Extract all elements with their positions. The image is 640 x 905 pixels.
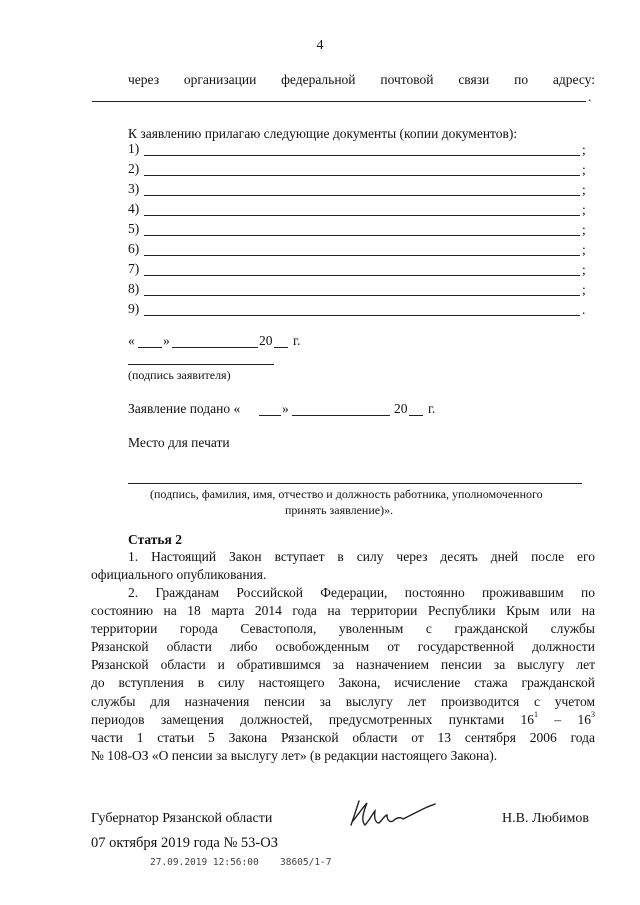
article-line: 1. Настоящий Закон вступает в силу через десять дней после его [128, 549, 595, 564]
address-fill-line[interactable] [92, 101, 586, 102]
delivery-word: связи [458, 72, 490, 87]
article-line: состоянию на 18 марта 2014 года на территории Республики Крым или на [91, 603, 595, 619]
attachment-item-end: ; [582, 242, 586, 257]
attachment-fill-line[interactable] [144, 275, 580, 276]
attachment-item-end: ; [582, 262, 586, 277]
article-line: Рязанской области и обратившимся за назначением пенсии за выслугу лет [91, 657, 595, 673]
submitted-close-quote: » [282, 401, 289, 416]
article-line-text: периодов замещения должностей, предусмотренных пунктами 16 [91, 711, 535, 727]
submitted-year-fill[interactable] [409, 415, 423, 416]
governor-name: Н.В. Любимов [502, 811, 589, 826]
article-line-with-superscripts [91, 711, 595, 729]
attachment-item-end: ; [582, 162, 586, 177]
official-caption-line2: принять заявление)». [285, 503, 394, 517]
superscript: 3 [591, 710, 595, 720]
attachment-item-label: 5) [128, 221, 140, 236]
attachment-item-label: 1) [128, 141, 140, 156]
date-close-quote: » [163, 333, 170, 348]
submitted-label: Заявление подано « [128, 401, 241, 416]
governor-title: Губернатор Рязанской области [91, 811, 273, 826]
attachments-heading: К заявлению прилагаю следующие документы (копии документов): [128, 126, 518, 141]
delivery-word: организации [183, 72, 257, 87]
attachment-item-label: 8) [128, 281, 140, 296]
submitted-month-fill[interactable] [292, 415, 390, 416]
delivery-word: почтовой [380, 72, 434, 87]
submitted-day-fill[interactable] [259, 415, 281, 416]
delivery-word: федеральной [281, 72, 356, 87]
date-year-fill[interactable] [274, 347, 288, 348]
article-line: территории города Севастополя, уволенным с гражданской службы [91, 621, 595, 637]
official-signature-line[interactable] [128, 483, 582, 484]
attachment-fill-line[interactable] [144, 175, 580, 176]
article-line: официального опубликования. [91, 567, 267, 583]
attachment-fill-line[interactable] [144, 235, 580, 236]
submitted-year-prefix: 20 [394, 401, 408, 416]
superscript: 1 [534, 710, 539, 720]
date-year-prefix: 20 [259, 333, 273, 348]
attachment-item-end: . [582, 302, 586, 317]
submitted-year-suffix: г. [428, 401, 436, 416]
article-line: 2. Гражданам Российской Федерации, постоянно проживавшим по [128, 585, 595, 600]
attachment-fill-line[interactable] [144, 255, 580, 256]
registration-stamp-datetime: 27.09.2019 12:56:00 [150, 857, 259, 868]
attachment-fill-line[interactable] [144, 215, 580, 216]
date-month-fill[interactable] [172, 347, 258, 348]
delivery-word: адресу: [552, 72, 595, 87]
attachment-item-label: 9) [128, 301, 140, 316]
article-line: до вступления в силу настоящего Закона, исчисление стажа гражданской [91, 675, 595, 691]
applicant-signature-caption: (подпись заявителя) [128, 368, 231, 382]
governor-signature-image [345, 795, 440, 835]
attachment-item-label: 2) [128, 161, 140, 176]
article-line: службы для назначения пенсии за выслугу лет производится с учетом [91, 693, 595, 709]
article-paragraph-1 [91, 548, 595, 584]
attachment-item-end: ; [582, 182, 586, 197]
date-day-fill[interactable] [138, 347, 162, 348]
page-number: 4 [316, 38, 324, 53]
official-caption-line1: (подпись, фамилия, имя, отчество и должность работника, уполномоченного [150, 487, 543, 501]
article-line: № 108-ОЗ «О пенсии за выслугу лет» (в редакции настоящего Закона). [91, 747, 498, 763]
article-line: Рязанской области либо освобожденным от государственной должности [91, 639, 595, 655]
law-date-number: 07 октября 2019 года № 53-ОЗ [91, 835, 278, 851]
seal-place-label: Место для печати [128, 435, 230, 450]
attachment-item-label: 6) [128, 241, 140, 256]
article-line: части 1 статьи 5 Закона Рязанской области от 13 сентября 2006 года [91, 729, 595, 745]
attachment-item-end: ; [582, 202, 586, 217]
date-open-quote: « [128, 333, 135, 348]
registration-stamp-code: 38605/1-7 [280, 857, 332, 868]
attachment-fill-line[interactable] [144, 315, 580, 316]
address-line-end: . [588, 89, 592, 104]
article-line-dash: – 16 [538, 711, 591, 727]
attachment-item-label: 4) [128, 201, 140, 216]
attachment-fill-line[interactable] [144, 295, 580, 296]
attachment-fill-line[interactable] [144, 195, 580, 196]
applicant-signature-line[interactable] [128, 364, 274, 365]
date-year-suffix: г. [293, 333, 301, 348]
delivery-word: через [128, 72, 160, 87]
attachment-item-end: ; [582, 282, 586, 297]
attachment-item-label: 3) [128, 181, 140, 196]
article-title: Статья 2 [128, 532, 182, 547]
attachment-item-end: ; [582, 222, 586, 237]
delivery-line [128, 71, 595, 88]
delivery-word: по [514, 72, 529, 87]
attachment-fill-line[interactable] [144, 155, 580, 156]
article-paragraph-2 [91, 584, 595, 765]
attachment-item-end: ; [582, 142, 586, 157]
attachment-item-label: 7) [128, 261, 140, 276]
